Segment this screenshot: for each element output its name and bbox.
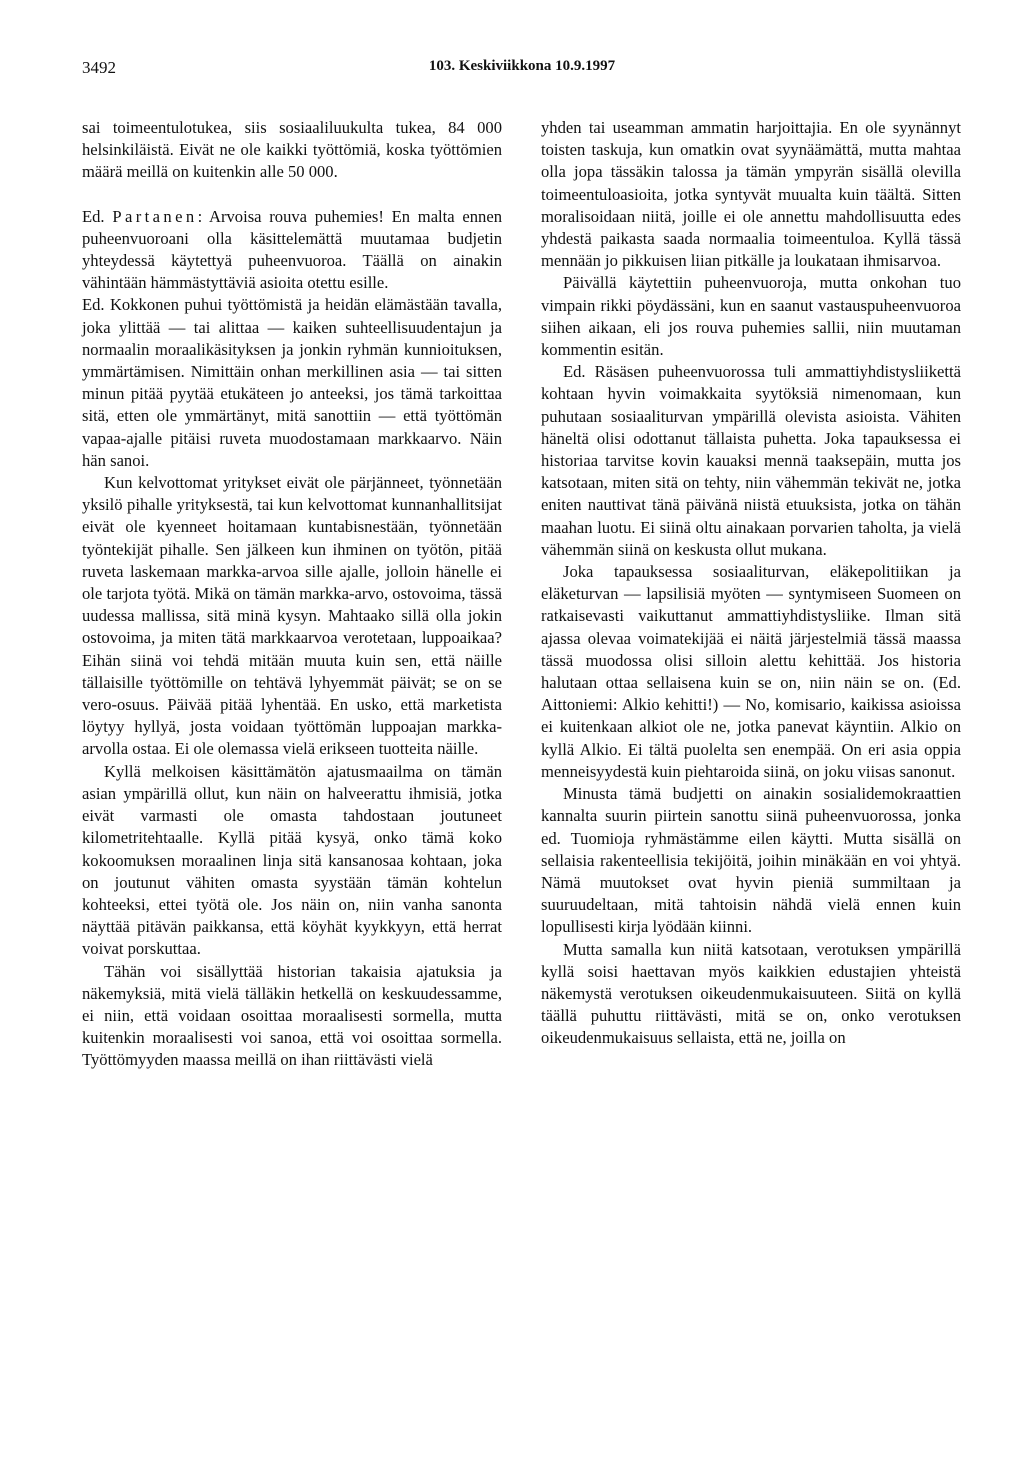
left-paragraph-3: Ed. Kokkonen puhui työttömistä ja heidän elämästään tavalla, joka ylittää — tai alittaa — kaiken suhteellisuudentajun ja normaalin moraalikäsityksen ja jonkin ryhmän kunnioituksen, ymmärtämisen. Nimittäin onhan merkillinen asia — tai sitten minun pitää pyytää etukäteen jo anteeksi, jos tämä tarkoittaa sitä, etten ole ymmärtänyt, mitä sanottiin — että työttömän vapaa-ajalle pitäisi ruveta muodostamaan markkaarvo. Näin hän sanoi. <box>82 295 502 470</box>
speaker-prefix: Ed. <box>82 206 113 226</box>
right-paragraph-1: yhden tai useamman ammatin harjoittajia. En ole syynännyt toisten taskuja, kun omatkin ovat syynäämättä, mutta mahtaa olla jopa tässäkin talossa ja tämän ympyrän sisällä olevilla toimeentuloasioita, jotka syntyvät muualta kuin täältä. Sitten moralisoidaan niitä, joille ei ole annettu mahdollisuutta edes yhdestä paikasta saada normaalia toimeentuloa. Kyllä tässä mennään jo pikkuisen liian pitkälle ja loukataan ihmisarvoa. <box>541 118 961 271</box>
left-paragraph-4: Kun kelvottomat yritykset eivät ole pärjänneet, työnnetään yksilö pihalle yrityksestä, tai kun kelvottomat kunnanhallitsijat eivät ole kyenneet hoitamaan kuntabisnestään, työnnetään työntekijät pihalle. Sen jälkeen kun ihminen on työtön, pitää ruveta laskemaan markka-arvoa sille ajalle, jolloin hänelle ei ole tarjota työtä. Mikä on tämän markka-arvo, ostovoima, tässä uudessa mallissa, sitä minä kysyn. Mahtaako sillä olla jokin ostovoima, ja miten tätä markkaarvoa verotetaan, luppoaikaa? Eihän siinä voi tehdä mitään muuta kuin sen, että näille tällaisille työttömille on tehtävä lyhyemmät päivät; se on se vero-osuus. Päivää pitää lyhentää. En usko, että marketista löytyy hyllyä, josta voidaan työttömän luppoajan markka-arvolla ostaa. Ei ole olemassa vielä erikseen tuotteita näille. <box>82 473 502 759</box>
right-paragraph-3: Ed. Räsäsen puheenvuorossa tuli ammattiyhdistysliikettä kohtaan hyvin voimakkaita syytöksiä nimenomaan, kun puhutaan sosiaaliturvan ympärillä olevista asioista. Vähiten häneltä olisi odottanut tällaista puhetta. Joka tapauksessa ei historiaa tarvitse kovin kauaksi mennä taaksepäin, mutta jos katsotaan, miten sitä on tehty, niin vähemmän tekivät ne, jotka eniten nauttivat tänä päivänä niistä etuuksista, jotka on tähän maahan luotu. Ei siinä oltu ainakaan porvarien taholta, ja vielä vähemmän siinä on keskusta ollut mukana. <box>541 362 961 559</box>
left-paragraph-2 <box>82 206 502 295</box>
left-paragraph-2-text: : Arvoisa rouva puhemies! En malta ennen puheenvuoroani olla käsittelemättä muutamaa budjetin yhteydessä käytettyä puheenvuoroa. Täällä on ainakin vähintään hämmästyttäviä asioita otettu esille. <box>82 206 502 293</box>
right-paragraph-2: Päivällä käytettiin puheenvuoroja, mutta onkohan tuo vimpain rikki pöydässäni, kun en saanut vastauspuheenvuoroa siihen aikaan, eli jos rouva puhemies sallii, niin muutaman kommentin esitän. <box>541 273 961 360</box>
left-paragraph-6: Tähän voi sisällyttää historian takaisia ajatuksia ja näkemyksiä, mitä vielä tälläkin hetkellä on keskuudessamme, ei niin, että voidaan osoittaa moraalisesti sormella, mutta kuitenkin moraalisesti voi sanoa, että voi osoittaa sormella. Työttömyyden maassa meillä on ihan riittävästi vielä <box>82 961 502 1070</box>
right-column <box>541 117 961 1050</box>
speaker-name: Partanen <box>112 206 198 226</box>
session-title: 103. Keskiviikkona 10.9.1997 <box>428 58 616 74</box>
page-header <box>82 58 962 82</box>
left-paragraph-5: Kyllä melkoisen käsittämätön ajatusmaailma on tämän asian ympärillä ollut, kun näin on halveerattu ihmisiä, jotka eivät varmasti ole omasta tahdostaan joutuneet kilometritehtaalle. Kyllä pitää kysyä, onko tämä koko kokoomuksen moraalinen linja sitä kansanosaa kohtaan, joka on joutunut vähiten omasta syystään tämän kohtelun kohteeksi, ettei työtä ole. Jos näin on, niin vanha sanonta näyttää pitävän paikkansa, että köyhät kyykkyyn, että herrat voivat porskuttaa. <box>82 761 502 959</box>
left-column <box>82 117 502 1072</box>
page-number: 3492 <box>82 58 116 77</box>
right-paragraph-6: Mutta samalla kun niitä katsotaan, verotuksen ympärillä kyllä soisi haettavan myös kaikkien edustajien yhteistä näkemystä verotuksen oikeudenmukaisuuteen. Siitä on kyllä täällä puhuttu riittävästi, mitä se on, onko verotuksen oikeudenmukaisuus sellaista, että ne, joilla on <box>541 939 961 1048</box>
right-paragraph-5: Minusta tämä budjetti on ainakin sosialidemokraattien kannalta suurin piirtein sanottu siinä puheenvuorossa, jonka ed. Tuomioja ryhmästämme eilen käytti. Mutta sisällä on sellaisia rakenteellisia tekijöitä, joihin minäkään en voi yhtyä. Nämä muutokset ovat hyvin pieniä summiltaan ja suuruudeltaan, mitä tahtoisin nähdä vielä ennen kuin lopullisesti kirja lyödään kiinni. <box>541 784 961 937</box>
right-paragraph-4: Joka tapauksessa sosiaaliturvan, eläkepolitiikan ja eläketurvan — lapsilisiä myöten — syntymiseen Suomeen on ratkaisevasti vaikuttanut ammattiyhdistysliike. Ilman sitä ajassa olevaa voimatekijää ei näitä järjestelmiä tässä maassa tässä muodossa olisi silloin alettu kehittää. Jos historia halutaan ottaa sellaisena kuin se on, niin näin se on. (Ed. Aittoniemi: Alkio kehitti!) — No, komisario, kaikissa asioissa ei kuitenkaan alkiot ole ne, jotka panevat käyntiin. Alkio on kyllä Alkio. Ei tältä puolelta sen enempää. On eri asia oppia menneisyydestä kuin piehtaroida siinä, on joku viisas sanonut. <box>541 562 961 781</box>
left-paragraph-1: sai toimeentulotukea, siis sosiaaliluukulta tukea, 84 000 helsinkiläistä. Eivät ne ole kaikki työttömiä, koska työttömien määrä meillä on kuitenkin alle 50 000. <box>82 118 502 182</box>
